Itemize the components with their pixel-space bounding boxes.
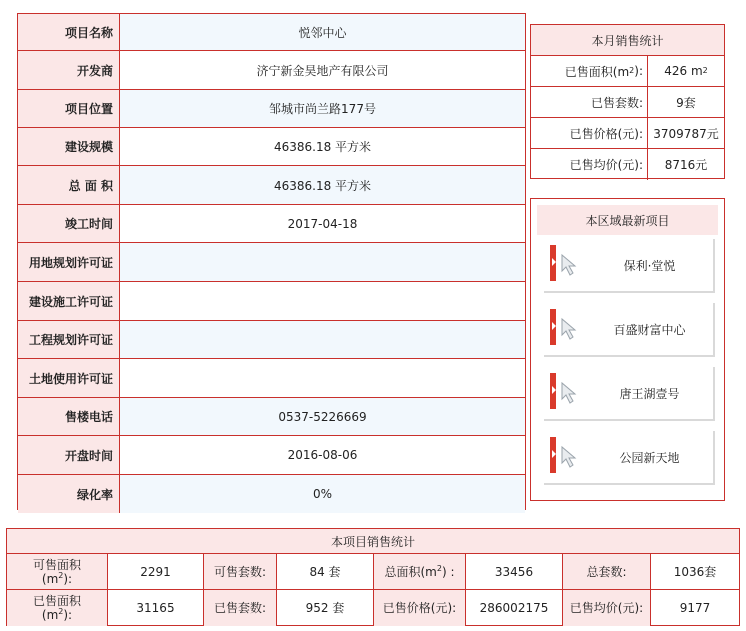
available-units-value: 84 套	[277, 554, 374, 589]
stats-row-sold	[7, 590, 739, 626]
avg-price-label: 已售均价(元):	[563, 590, 651, 626]
total-units-value: 1036套	[673, 564, 717, 579]
info-row-value: 46386.18 平方米	[120, 166, 525, 204]
monthly-avg-price-row	[531, 149, 724, 180]
latest-project-link[interactable]	[544, 239, 715, 293]
monthly-sold-price-label: 已售价格(元):	[531, 118, 648, 148]
sold-price-label: 已售价格(元):	[374, 590, 466, 626]
info-row-label: 总 面 积	[18, 166, 120, 204]
latest-project-name[interactable]: 保利·堂悦	[623, 258, 676, 273]
info-row-value: 2017-04-18	[287, 216, 358, 231]
monthly-sold-area-label: 已售面积(m 2 ):	[531, 56, 648, 86]
red-marker-icon	[550, 245, 556, 281]
info-row	[18, 128, 525, 166]
sold-price-value: 286002175	[466, 590, 563, 626]
available-area-value: 2291	[108, 554, 204, 589]
total-area-label: 总面积$(m^2)$ :	[374, 554, 466, 589]
info-row-value: 济宁新金昊地产有限公司	[256, 63, 389, 78]
latest-projects-title: 本区域最新项目	[537, 205, 718, 235]
red-marker-icon	[550, 373, 556, 409]
monthly-sold-area-row	[531, 56, 724, 87]
available-area-label: 可售面积 $(m^2)$:	[7, 554, 108, 589]
info-row-label: 项目名称	[18, 14, 120, 50]
latest-project-name[interactable]: 公园新天地	[619, 450, 680, 465]
cursor-arrow-icon	[560, 381, 580, 405]
info-row	[18, 205, 525, 243]
available-units-label: 可售套数:	[204, 554, 277, 589]
info-row	[18, 51, 525, 90]
latest-project-name[interactable]: 唐王湖壹号	[619, 386, 680, 401]
info-row-value	[120, 321, 525, 358]
info-row	[18, 436, 525, 475]
monthly-avg-price-label: 已售均价(元):	[531, 149, 648, 180]
project-info-table	[17, 13, 526, 510]
info-row-label: 售楼电话	[18, 398, 120, 435]
monthly-sales-title: 本月销售统计	[531, 25, 724, 56]
stats-row-available	[7, 554, 739, 590]
info-row	[18, 475, 525, 513]
red-marker-icon	[550, 437, 556, 473]
info-row	[18, 243, 525, 282]
info-row-value: 悦邻中心	[120, 14, 525, 50]
info-row-label: 工程规划许可证	[18, 321, 120, 358]
info-row-label: 开盘时间	[18, 436, 120, 474]
avg-price-value: 9177	[679, 601, 711, 615]
monthly-avg-price-value: 8716元	[664, 158, 708, 172]
info-row-label: 土地使用许可证	[18, 359, 120, 397]
info-row-value: 46386.18 平方米	[273, 140, 372, 154]
info-row	[18, 282, 525, 321]
sold-units-value: 952 套	[277, 590, 374, 626]
monthly-sold-price-value: 3709787元	[653, 126, 719, 141]
info-row-value	[120, 359, 525, 397]
info-row-value: 0537-5226669	[120, 398, 525, 435]
info-row-label: 项目位置	[18, 90, 120, 127]
monthly-sales-panel	[530, 24, 725, 179]
cursor-arrow-icon	[560, 253, 580, 277]
info-row-value	[120, 243, 525, 281]
latest-project-link[interactable]	[544, 367, 715, 421]
info-row	[18, 90, 525, 128]
info-row-label: 建设规模	[18, 128, 120, 165]
monthly-sold-area-value: 426 m 2	[664, 64, 708, 78]
info-row-value: 0%	[120, 475, 525, 513]
info-row	[18, 166, 525, 205]
info-row-value	[120, 282, 525, 320]
monthly-sold-units-value: 9套	[676, 95, 696, 110]
info-row-value: 2016-08-06	[287, 448, 358, 462]
info-row	[18, 359, 525, 398]
info-row-label: 开发商	[18, 51, 120, 89]
red-marker-icon	[550, 309, 556, 345]
info-row-label: 建设施工许可证	[18, 282, 120, 320]
total-area-value: 33456	[466, 554, 563, 589]
latest-projects-panel	[530, 198, 725, 501]
sold-area-value: 31165	[108, 590, 204, 626]
cursor-arrow-icon	[560, 317, 580, 341]
latest-project-link[interactable]	[544, 303, 715, 357]
cursor-arrow-icon	[560, 445, 580, 469]
info-row	[18, 321, 525, 359]
latest-project-link[interactable]	[544, 431, 715, 485]
sold-units-label: 已售套数:	[204, 590, 277, 626]
info-row-label: 用地规划许可证	[18, 243, 120, 281]
monthly-sold-units-label: 已售套数:	[531, 87, 648, 117]
latest-project-name[interactable]: 百盛财富中心	[613, 322, 686, 337]
monthly-sold-price-row	[531, 118, 724, 149]
info-row-label: 竣工时间	[18, 205, 120, 242]
info-row	[18, 14, 525, 51]
total-units-label: 总套数:	[563, 554, 651, 589]
monthly-sold-units-row	[531, 87, 724, 118]
info-row-value: 邹城市尚兰路177号	[120, 90, 525, 127]
info-row	[18, 398, 525, 436]
info-row-label: 绿化率	[18, 475, 120, 513]
project-sales-title: 本项目销售统计	[7, 529, 739, 554]
sold-area-label: 已售面积 $(m^2)$:	[7, 590, 108, 626]
project-sales-stats	[6, 528, 740, 626]
